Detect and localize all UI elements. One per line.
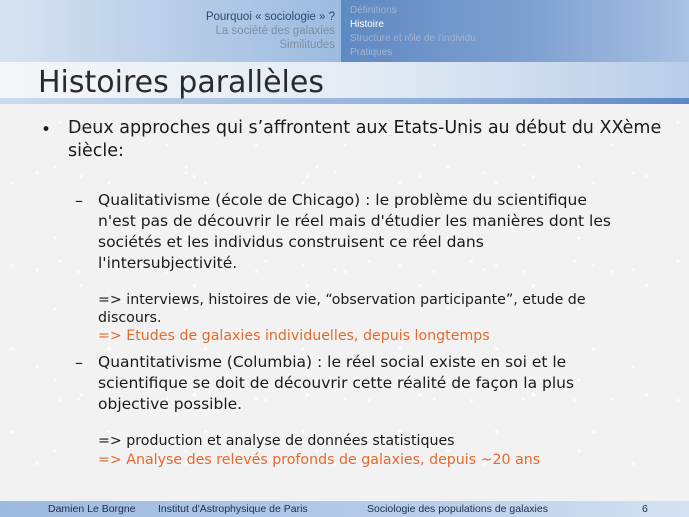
qualitative-line-3: sociétés et les individus construisent ce réel dans [98, 233, 484, 251]
dash-marker-quantitative: – [75, 353, 83, 372]
qualitative-line-4: l'intersubjectivité. [98, 254, 238, 272]
footer-institute: Institut d'Astrophysique de Paris [158, 503, 308, 515]
nav-subsection-definitions[interactable]: Définitions [350, 5, 397, 16]
nav-subsection-pratiques[interactable]: Pratiques [350, 47, 393, 58]
footer-author: Damien Le Borgne [48, 503, 136, 515]
quantitative-galaxy-note: => Analyse des relevés profonds de galaxies, depuis ~20 ans [98, 452, 541, 468]
quantitative-line-2: scientifique se doit de découvrir cette réalité de façon la plus [98, 374, 575, 392]
main-bullet-text: Deux approches qui s’affrontent aux Etats-Unis au début du XXème siècle: [68, 118, 662, 161]
qualitative-note-line-1: => interviews, histoires de vie, “observation participante”, etude de [98, 292, 586, 308]
footer-page-number: 6 [642, 503, 648, 515]
footer-bar [0, 501, 689, 517]
nav-subsection-histoire[interactable]: Histoire [350, 19, 384, 30]
quantitative-line-1: Quantitativisme (Columbia) : le réel social existe en soi et le [98, 353, 567, 371]
quantitative-line-3: objective possible. [98, 395, 243, 413]
qualitative-galaxy-note: => Etudes de galaxies individuelles, depuis longtemps [98, 328, 490, 344]
slide-title: Histoires parallèles [38, 65, 324, 100]
qualitative-line-1: Qualitativisme (école de Chicago) : le problème du scientifique [98, 191, 587, 209]
quantitative-note-line-1: => production et analyse de données statistiques [98, 433, 455, 449]
qualitative-line-2: n'est pas de découvrir le réel mais d'étudier les manières dont les [98, 212, 611, 230]
nav-section-societe-galaxies[interactable]: La société des galaxies [215, 25, 335, 37]
footer-talk-title: Sociologie des populations de galaxies [367, 503, 548, 515]
nav-subsection-structure-individu[interactable]: Structure et rôle de l'individu [350, 33, 476, 44]
qualitative-note-line-2: discours. [98, 310, 162, 326]
nav-section-pourquoi-sociologie[interactable]: Pourquoi « sociologie » ? [205, 11, 335, 23]
nav-section-similitudes[interactable]: Similitudes [279, 39, 335, 51]
dash-marker-qualitative: – [75, 191, 83, 210]
bullet-marker: • [41, 120, 52, 140]
